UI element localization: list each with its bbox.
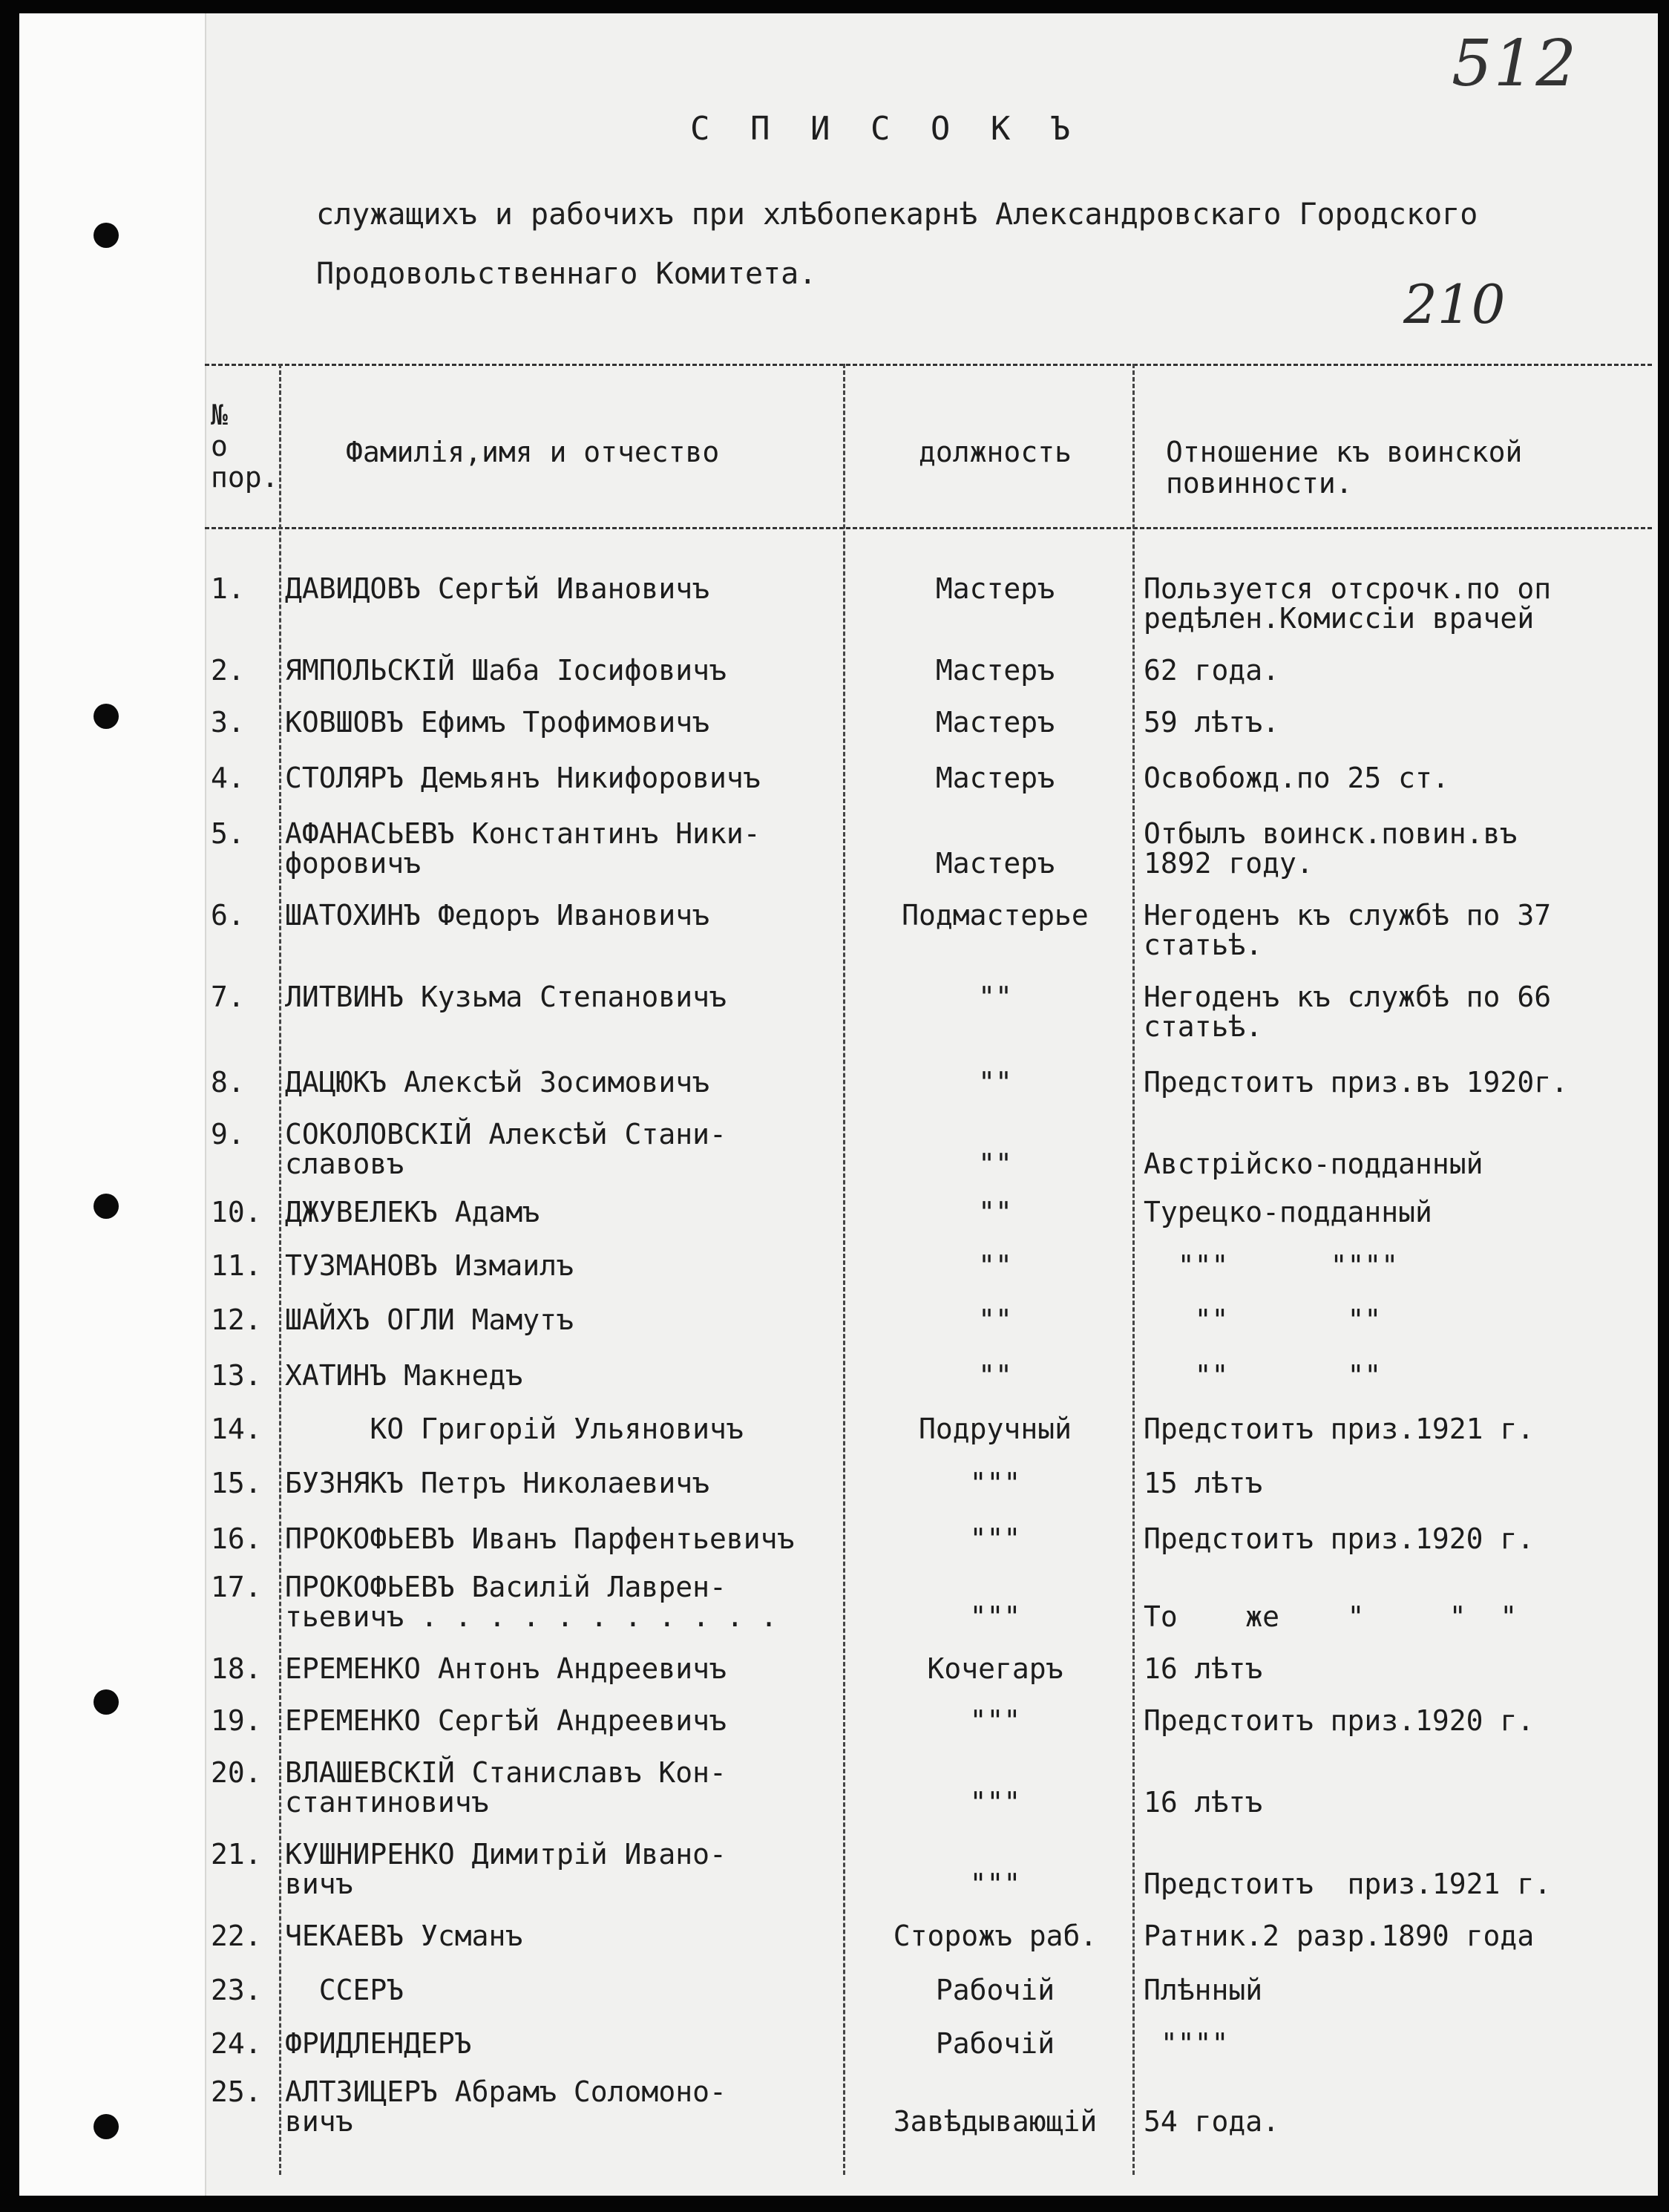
military-status: Австрійско-подданный: [1144, 1148, 1483, 1180]
subtitle-line-1: служащихъ и рабочихъ при хлѣбопекарнѣ Александровскаго Городского: [316, 197, 1478, 232]
table-top-rule: [205, 364, 1652, 366]
employee-name: ПРОКОФЬЕВЪ Иванъ Парфентьевичъ: [285, 1522, 795, 1555]
employee-position: "": [978, 1066, 1012, 1099]
employee-position: "": [978, 1196, 1012, 1228]
row-number: 5.: [211, 817, 245, 850]
row-number: 19.: [211, 1704, 262, 1737]
employee-name: ХАТИНЪ Макнедъ: [285, 1359, 523, 1392]
military-status: Предстоитъ приз.въ 1920г.: [1144, 1066, 1568, 1099]
page-title: С П И С О К Ъ: [690, 110, 1081, 148]
folio-number: 512: [1452, 27, 1578, 101]
employee-position: """: [969, 1522, 1021, 1555]
row-number: 23.: [211, 1974, 262, 2006]
military-status: 54 года.: [1144, 2105, 1280, 2138]
employee-name: ФРИДЛЕНДЕРЪ: [285, 2027, 472, 2060]
employee-name: ВЛАШЕВСКІЙ Станиславъ Кон- стантиновичъ: [285, 1756, 727, 1819]
employee-position: "": [978, 1249, 1012, 1282]
employee-position: Подмастерье: [902, 899, 1089, 932]
military-status: Ратник.2 разр.1890 года: [1144, 1920, 1535, 1952]
employee-name: ЕРЕМЕНКО Сергѣй Андреевичъ: [285, 1704, 727, 1737]
employee-position: Мастеръ: [935, 572, 1055, 605]
military-status: Плѣнный: [1144, 1974, 1263, 2006]
military-status: Негоденъ къ службѣ по 66 статьѣ.: [1144, 981, 1552, 1043]
row-number: 13.: [211, 1359, 262, 1392]
row-number: 8.: [211, 1066, 245, 1099]
row-number: 24.: [211, 2027, 262, 2060]
military-status: """ """": [1144, 1249, 1399, 1282]
document-page: [19, 13, 1658, 2196]
row-number: 9.: [211, 1118, 245, 1151]
punch-hole: [94, 223, 119, 248]
employee-name: КУШНИРЕНКО Димитрій Ивано- вичъ: [285, 1838, 727, 1900]
employee-position: Мастеръ: [935, 847, 1055, 880]
employee-name: АЛТЗИЦЕРЪ Абрамъ Соломоно- вичъ: [285, 2075, 727, 2138]
military-status: 16 лѣтъ: [1144, 1652, 1263, 1685]
employee-name: КОВШОВЪ Ефимъ Трофимовичъ: [285, 706, 709, 739]
row-number: 10.: [211, 1196, 262, 1228]
punch-hole: [94, 704, 119, 729]
employee-position: Рабочій: [935, 2027, 1055, 2060]
header-name: Фамилія,имя и отчество: [346, 436, 720, 468]
employee-position: Завѣдывающій: [893, 2105, 1098, 2138]
binding-margin: [19, 13, 206, 2196]
military-status: 16 лѣтъ: [1144, 1786, 1263, 1819]
employee-name: ШАТОХИНЪ Федоръ Ивановичъ: [285, 899, 709, 932]
row-number: 20.: [211, 1756, 262, 1789]
employee-name: АФАНАСЬЕВЪ Константинъ Ники- форовичъ: [285, 817, 761, 880]
employee-position: "": [978, 981, 1012, 1013]
employee-name: ШАЙХЪ ОГЛИ Мамутъ: [285, 1303, 574, 1336]
row-number: 15.: [211, 1467, 262, 1499]
military-status: Предстоитъ приз.1921 г.: [1144, 1413, 1535, 1445]
military-status: Предстоитъ приз.1920 г.: [1144, 1704, 1535, 1737]
punch-hole: [94, 1194, 119, 1219]
employee-name: ЧЕКАЕВЪ Усманъ: [285, 1920, 523, 1952]
row-number: 12.: [211, 1303, 262, 1336]
row-number: 4.: [211, 762, 245, 794]
row-number: 3.: [211, 706, 245, 739]
row-number: 14.: [211, 1413, 262, 1445]
military-status: "" "": [1144, 1303, 1382, 1336]
employee-position: Рабочій: [935, 1974, 1055, 2006]
military-status: То же " " ": [1144, 1600, 1518, 1633]
military-status: "" "": [1144, 1359, 1382, 1392]
military-status: Предстоитъ приз.1920 г.: [1144, 1522, 1535, 1555]
row-number: 16.: [211, 1522, 262, 1555]
employee-name: КО Григорій Ульяновичъ: [285, 1413, 744, 1445]
military-status: 15 лѣтъ: [1144, 1467, 1263, 1499]
row-number: 17.: [211, 1571, 262, 1603]
employee-name: ЯМПОЛЬСКІЙ Шаба Іосифовичъ: [285, 654, 727, 687]
row-number: 11.: [211, 1249, 262, 1282]
employee-position: Мастеръ: [935, 654, 1055, 687]
employee-name: ТУЗМАНОВЪ Измаилъ: [285, 1249, 574, 1282]
header-position: должность: [919, 436, 1072, 468]
military-status: Негоденъ къ службѣ по 37 статьѣ.: [1144, 899, 1552, 961]
employee-position: Мастеръ: [935, 706, 1055, 739]
table-header-rule: [205, 527, 1652, 529]
employee-position: Сторожъ раб.: [893, 1920, 1098, 1952]
employee-name: СОКОЛОВСКІЙ Алексѣй Стани- славовъ: [285, 1118, 727, 1180]
punch-hole: [94, 2114, 119, 2139]
header-military: Отношение къ воинской повинности.: [1166, 436, 1523, 500]
row-number: 18.: [211, 1652, 262, 1685]
employee-name: ПРОКОФЬЕВЪ Василій Лаврен- тьевичъ . . . . . . . . . . .: [285, 1571, 778, 1633]
military-status: 62 года.: [1144, 654, 1280, 687]
row-number: 25.: [211, 2075, 262, 2108]
employee-position: Подручный: [919, 1413, 1072, 1445]
employee-position: """: [969, 1786, 1021, 1819]
employee-position: "": [978, 1359, 1012, 1392]
military-status: Турецко-подданный: [1144, 1196, 1432, 1228]
employee-position: """: [969, 1467, 1021, 1499]
military-status: Пользуется отсрочк.по оп редѣлен.Комиссіи врачей: [1144, 572, 1552, 635]
row-number: 22.: [211, 1920, 262, 1952]
military-status: Отбылъ воинск.повин.въ 1892 году.: [1144, 817, 1518, 880]
employee-position: """: [969, 1868, 1021, 1900]
military-status: """": [1144, 2027, 1229, 2060]
employee-name: ЕРЕМЕНКО Антонъ Андреевичъ: [285, 1652, 727, 1685]
header-number: № о пор.: [211, 399, 279, 494]
employee-name: БУЗНЯКЪ Петръ Николаевичъ: [285, 1467, 709, 1499]
employee-name: ЛИТВИНЪ Кузьма Степановичъ: [285, 981, 727, 1013]
employee-position: "": [978, 1303, 1012, 1336]
employee-position: Мастеръ: [935, 762, 1055, 794]
military-status: 59 лѣтъ.: [1144, 706, 1280, 739]
employee-position: """: [969, 1704, 1021, 1737]
employee-position: """: [969, 1600, 1021, 1633]
row-number: 1.: [211, 572, 245, 605]
column-divider: [843, 364, 845, 2175]
employee-name: ДАЦЮКЪ Алексѣй Зосимовичъ: [285, 1066, 709, 1099]
column-divider: [279, 364, 281, 2175]
employee-position: "": [978, 1148, 1012, 1180]
employee-name: ДЖУВЕЛЕКЪ Адамъ: [285, 1196, 540, 1228]
employee-name: ССЕРЪ: [285, 1974, 404, 2006]
row-number: 21.: [211, 1838, 262, 1871]
row-number: 6.: [211, 899, 245, 932]
column-divider: [1132, 364, 1135, 2175]
subtitle-line-2: Продовольственнаго Комитета.: [316, 257, 817, 291]
punch-hole: [94, 1689, 119, 1715]
row-number: 7.: [211, 981, 245, 1013]
employee-name: СТОЛЯРЪ Демьянъ Никифоровичъ: [285, 762, 761, 794]
employee-position: Кочегаръ: [927, 1652, 1063, 1685]
handwritten-number: 210: [1403, 273, 1506, 336]
employee-name: ДАВИДОВЪ Сергѣй Ивановичъ: [285, 572, 709, 605]
military-status: Предстоитъ приз.1921 г.: [1144, 1868, 1552, 1900]
military-status: Освобожд.по 25 ст.: [1144, 762, 1449, 794]
row-number: 2.: [211, 654, 245, 687]
